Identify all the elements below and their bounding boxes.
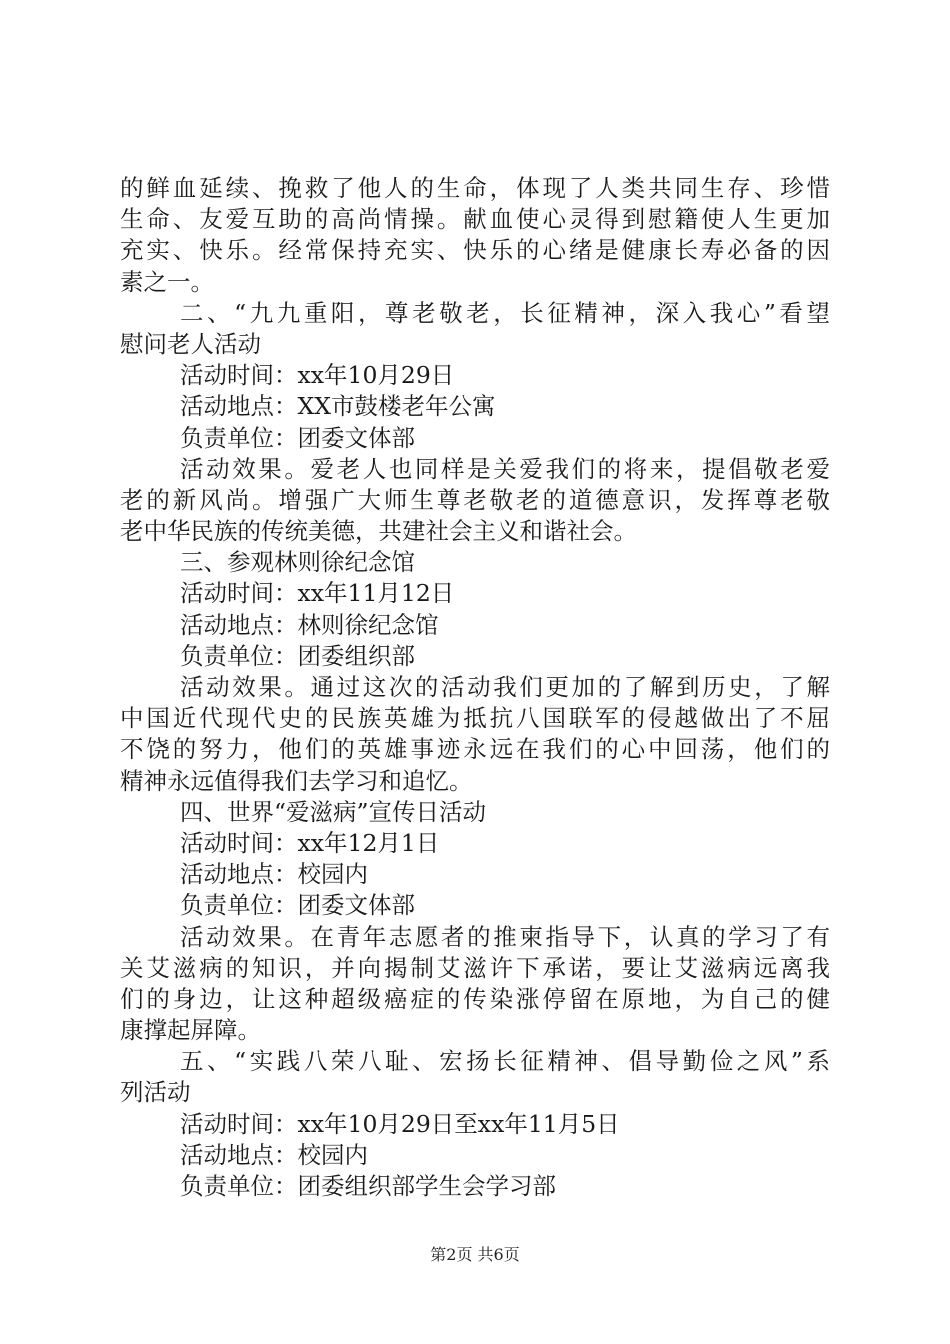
text-line: 们的身边，让这种超级癌症的传染涨停留在原地，为自己的健 [120, 984, 830, 1013]
text-line: 老的新风尚。增强广大师生尊老敬老的道德意识，发挥尊老敬 [120, 485, 830, 514]
text-line: 充实、快乐。经常保持充实、快乐的心绪是健康长寿必备的因 [120, 236, 830, 265]
text-line: 二、“九九重阳，尊老敬老，长征精神，深入我心”看望 [180, 298, 830, 327]
text-line: 负责单位：团委文体部 [180, 891, 415, 920]
text-line: 五、“实践八荣八耻、宏扬长征精神、倡导勤俭之风”系 [180, 1047, 830, 1076]
text-line: 关艾滋病的知识，并向揭制艾滋许下承诺，要让艾滋病远离我 [120, 953, 830, 982]
text-line: 慰问老人活动 [120, 329, 261, 358]
text-line: 康撑起屏障。 [120, 1016, 261, 1045]
text-line: 列活动 [120, 1078, 191, 1107]
text-line: 活动时间：xx年10月29日至xx年11月5日 [180, 1109, 620, 1138]
text-line: 老中华民族的传统美德，共建社会主义和谐社会。 [120, 517, 637, 546]
text-line: 活动地点：XX市鼓楼老年公寓 [180, 392, 496, 421]
page-footer: 第2页 共6页 [430, 1245, 520, 1264]
text-line: 不饶的努力，他们的英雄事迹永远在我们的心中回荡，他们的 [120, 735, 830, 764]
text-line: 活动效果。通过这次的活动我们更加的了解到历史，了解 [180, 673, 830, 701]
text-line: 三、参观林则徐纪念馆 [180, 548, 415, 577]
text-line: 中国近代现代史的民族英雄为抵抗八国联军的侵越做出了不屈 [120, 704, 830, 733]
document-body [120, 173, 830, 1202]
text-line: 活动地点：校园内 [180, 1140, 368, 1169]
text-line: 负责单位：团委组织部学生会学习部 [180, 1172, 556, 1200]
text-line: 活动时间：xx年12月1日 [180, 828, 440, 857]
text-line: 活动地点：林则徐纪念馆 [180, 610, 439, 639]
text-line: 活动效果。爱老人也同样是关爱我们的将来，提倡敬老爱 [180, 454, 830, 483]
text-line: 生命、友爱互助的高尚情操。献血使心灵得到慰籍使人生更加 [120, 205, 830, 234]
text-line: 的鲜血延续、挽救了他人的生命，体现了人类共同生存、珍惜 [120, 174, 830, 202]
text-line: 活动时间：xx年10月29日 [180, 361, 455, 390]
text-line: 精神永远值得我们去学习和追忆。 [120, 766, 473, 795]
text-line: 素之一。 [120, 267, 214, 296]
text-line: 四、世界“爱滋病”宣传日活动 [180, 797, 487, 826]
text-line: 负责单位：团委组织部 [180, 641, 415, 670]
text-line: 活动时间：xx年11月12日 [180, 579, 455, 608]
text-line: 活动效果。在青年志愿者的推柬指导下，认真的学习了有 [180, 922, 830, 951]
text-line: 活动地点：校园内 [180, 860, 368, 889]
text-line: 负责单位：团委文体部 [180, 423, 415, 452]
